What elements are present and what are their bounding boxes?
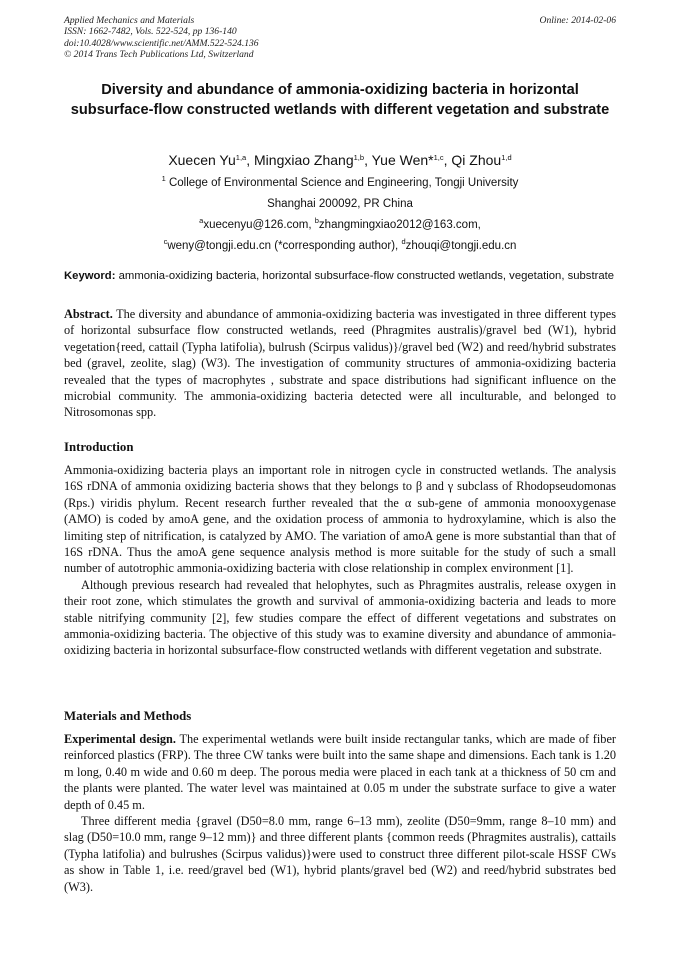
abstract-text: The diversity and abundance of ammonia-oxidizing bacteria was investigated in three different types of horizontal subsurface flow constructed wetlands, reed (Phragmites australis)/gravel bed (W1), hybrid vegetation{reed, cattail (Typha latifolia), bulrush (Scirpus validus)}/gravel bed (W2) and reed/hybrid substrates bed (gravel, zeolite, slag) (W3). The investigation of community structures of ammonia-oxidizing bacteria revealed that the types of macrophytes , substrate and space distributions had significant influence on the microbial community. The ammonia-oxidizing bacteria detected were all inculturable, and belonged to Nitrosomonas spp. <box>64 307 616 420</box>
keywords-text: ammonia-oxidizing bacteria, horizontal subsurface-flow constructed wetlands, vegetation, substrate <box>118 270 615 282</box>
email-link[interactable]: zhouqi@tongji.edu.cn <box>405 240 517 252</box>
keywords <box>64 269 616 283</box>
journal-name: Applied Mechanics and Materials <box>64 15 195 26</box>
email-sup: c <box>163 237 168 246</box>
journal-header <box>64 15 259 60</box>
methods-paragraph-1 <box>64 731 616 813</box>
email-link[interactable]: zhangmingxiao2012@163.com, <box>318 219 481 231</box>
author-sup: 1,a <box>235 153 247 162</box>
author-sup: 1,c <box>433 153 444 162</box>
introduction-paragraph-2: Although previous research had revealed that helophytes, such as Phragmites australis, release oxygen in their root zone, which stimulates the growth and survival of ammonia-oxidizing bacteria and leads to more stable nitrifying community [2], few studies compare the effect of different vegetations and substrates on ammonia-oxidizing bacteria. The objective of this study was to examine diversity and abundance of ammonia-oxidizing bacteria in horizontal subsurface-flow constructed wetlands with different vegetation and substrate. <box>64 577 616 658</box>
doi-line[interactable]: doi:10.4028/www.scientific.net/AMM.522-524.136 <box>64 37 259 49</box>
affiliation-sup: 1 <box>161 174 166 183</box>
methods-body <box>64 731 616 895</box>
paper-title: Diversity and abundance of ammonia-oxidizing bacteria in horizontal subsurface-flow constructed wetlands with different vegetation and substrate <box>70 82 610 118</box>
email-line-2 <box>64 237 616 252</box>
author-name: Qi Zhou <box>451 152 502 168</box>
introduction-body <box>64 462 616 659</box>
affiliation-line-1 <box>64 174 616 189</box>
email-link[interactable]: xuecenyu@126.com, <box>203 219 312 231</box>
methods-paragraph-1-text: The experimental wetlands were built inside rectangular tanks, which are made of fiber reinforced plastics (FRP). The three CW tanks were built into the same shape and dimensions. Each tank is 1.20 m long, 0.40 m wide and 0.60 m deep. The porous media were placed in each tank at a thickness of 50 cm and the plants were planted. The water level was maintained at 0.05 m under the substrate surface to give a water depth of 0.45 m. <box>64 732 617 812</box>
issn-line: ISSN: 1662-7482, Vols. 522-524, pp 136-140 <box>64 26 237 38</box>
author-name: Xuecen Yu <box>168 152 236 168</box>
keywords-label: Keyword: <box>64 270 116 282</box>
author-name: Yue Wen* <box>371 152 434 168</box>
author-sup: 1,b <box>353 153 365 162</box>
methods-paragraph-2: Three different media {gravel (D50=8.0 mm, range 6–13 mm), zeolite (D50=9mm, range 8–10 mm) and slag (D50=10.0 mm, range 9–12 mm)} and three different plants {common reeds (Phragmites australis), cattails (Typha latifolia) and bulrushes (Scirpus validus)}were used to construct three different pilot-scale HSSF CWs as show in Table 1, i.e. reed/gravel bed (W1), hybrid plants/gravel bed (W2) and reed/hybrid substrates bed (W3). <box>64 814 616 894</box>
affiliation-line-2: Shanghai 200092, PR China <box>267 198 413 210</box>
methods-heading: Materials and Methods <box>64 709 192 723</box>
email-link[interactable]: weny@tongji.edu.cn (*corresponding author), <box>167 240 399 252</box>
affiliation-name: College of Environmental Science and Engineering, Tongji University <box>168 177 519 189</box>
email-sup: b <box>314 216 319 225</box>
author-sup: 1,d <box>501 153 512 162</box>
abstract <box>64 306 616 421</box>
email-line-1 <box>64 216 616 231</box>
abstract-label: Abstract. <box>64 307 113 321</box>
copyright-line: © 2014 Trans Tech Publications Ltd, Switzerland <box>64 48 254 60</box>
introduction-paragraph-1: Ammonia-oxidizing bacteria plays an important role in nitrogen cycle in constructed wetlands. The analysis 16S rDNA of ammonia oxidizing bacteria shows that they belongs to β and γ subclass of Rhodopseudomonas (Rps.) viridis phylum. Recent research further revealed that the α sub-gene of ammonia monooxygenase (AMO) is coded by amoA gene, and the oxidation process of ammonia to hydroxylamine, which is also the limiting step of nitrification, is catalyzed by AMO. The variation of amoA gene is more substantial than that of 16S rDNA. Thus the amoA gene sequence analysis method is more suitable for the study of such a small number of autotrophic ammonia-oxidizing bacteria with close relationship in complex environment [1]. <box>64 463 616 576</box>
author-list: Xuecen Yu$^{1,a}$, Mingxiao Zhang$^{1,b}$, Yue Wen*$^{1,c}$, Qi Zhou$^{1,d}$ <box>168 152 512 168</box>
email-sup: a <box>199 216 204 225</box>
author-name: Mingxiao Zhang <box>254 152 354 168</box>
email-sup: d <box>401 237 406 246</box>
experimental-design-label: Experimental design. <box>64 732 176 746</box>
introduction-heading: Introduction <box>64 440 134 454</box>
online-date: Online: 2014-02-06 <box>539 15 616 26</box>
